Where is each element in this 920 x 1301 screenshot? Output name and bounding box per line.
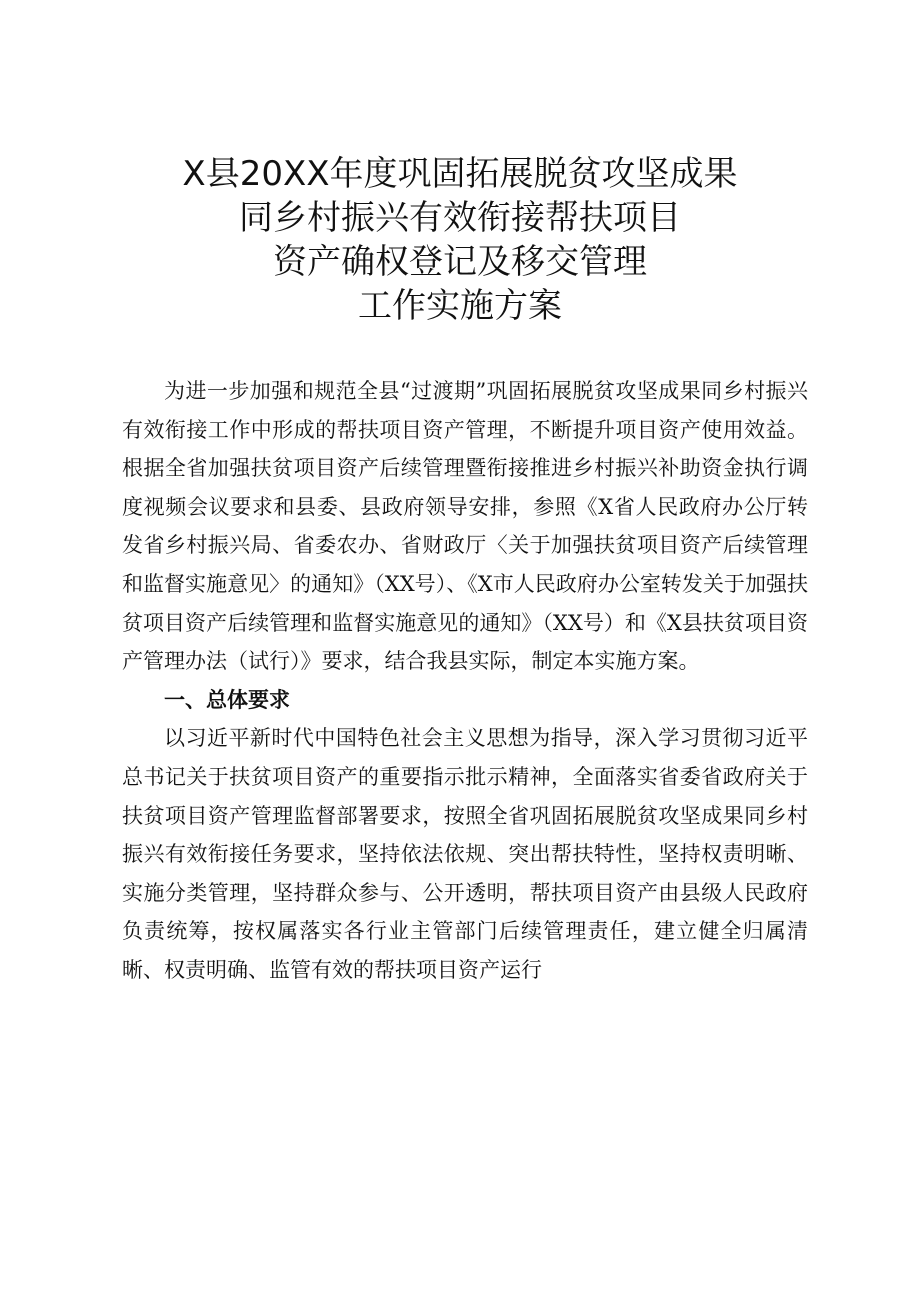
title-line-4: 工作实施方案 — [358, 286, 562, 326]
document-body — [122, 372, 808, 990]
title-line-3: 资产确权登记及移交管理 — [273, 242, 647, 282]
title-line-2: 同乡村振兴有效衔接帮扶项目 — [239, 198, 681, 238]
document-title — [0, 152, 920, 328]
section-paragraph: 以习近平新时代中国特色社会主义思想为指导，深入学习贯彻习近平总书记关于扶贫项目资产的重要指示批示精神，全面落实省委省政府关于扶贫项目资产管理监督部署要求，按照全省巩固拓展脱贫攻坚成果同乡村振兴有效衔接任务要求，坚持依法依规、突出帮扶特性，坚持权责明晰、实施分类管理，坚持群众参与、公开透明，帮扶项目资产由县级人民政府负责统筹，按权属落实各行业主管部门后续管理责任，建立健全归属清晰、权责明确、监管有效的帮扶项目资产运行 — [122, 726, 808, 982]
section-heading: 一、总体要求 — [164, 686, 290, 712]
title-line-1: X县20XX年度巩固拓展脱贫攻坚成果 — [182, 154, 738, 194]
intro-paragraph: 为进一步加强和规范全县“过渡期”巩固拓展脱贫攻坚成果同乡村振兴有效衔接工作中形成的帮扶项目资产管理，不断提升项目资产使用效益。根据全省加强扶贫项目资产后续管理暨衔接推进乡村振兴补助资金执行调度视频会议要求和县委、县政府领导安排，参照《X省人民政府办公厅转发省乡村振兴局、省委农办、省财政厅〈关于加强扶贫项目资产后续管理和监督实施意见〉的通知》（XX号）、《X市人民政府办公室转发关于加强扶贫项目资产后续管理和监督实施意见的通知》（XX号）和《X县扶贫项目资产管理办法（试行）》要求，结合我县实际，制定本实施方案。 — [122, 379, 808, 674]
